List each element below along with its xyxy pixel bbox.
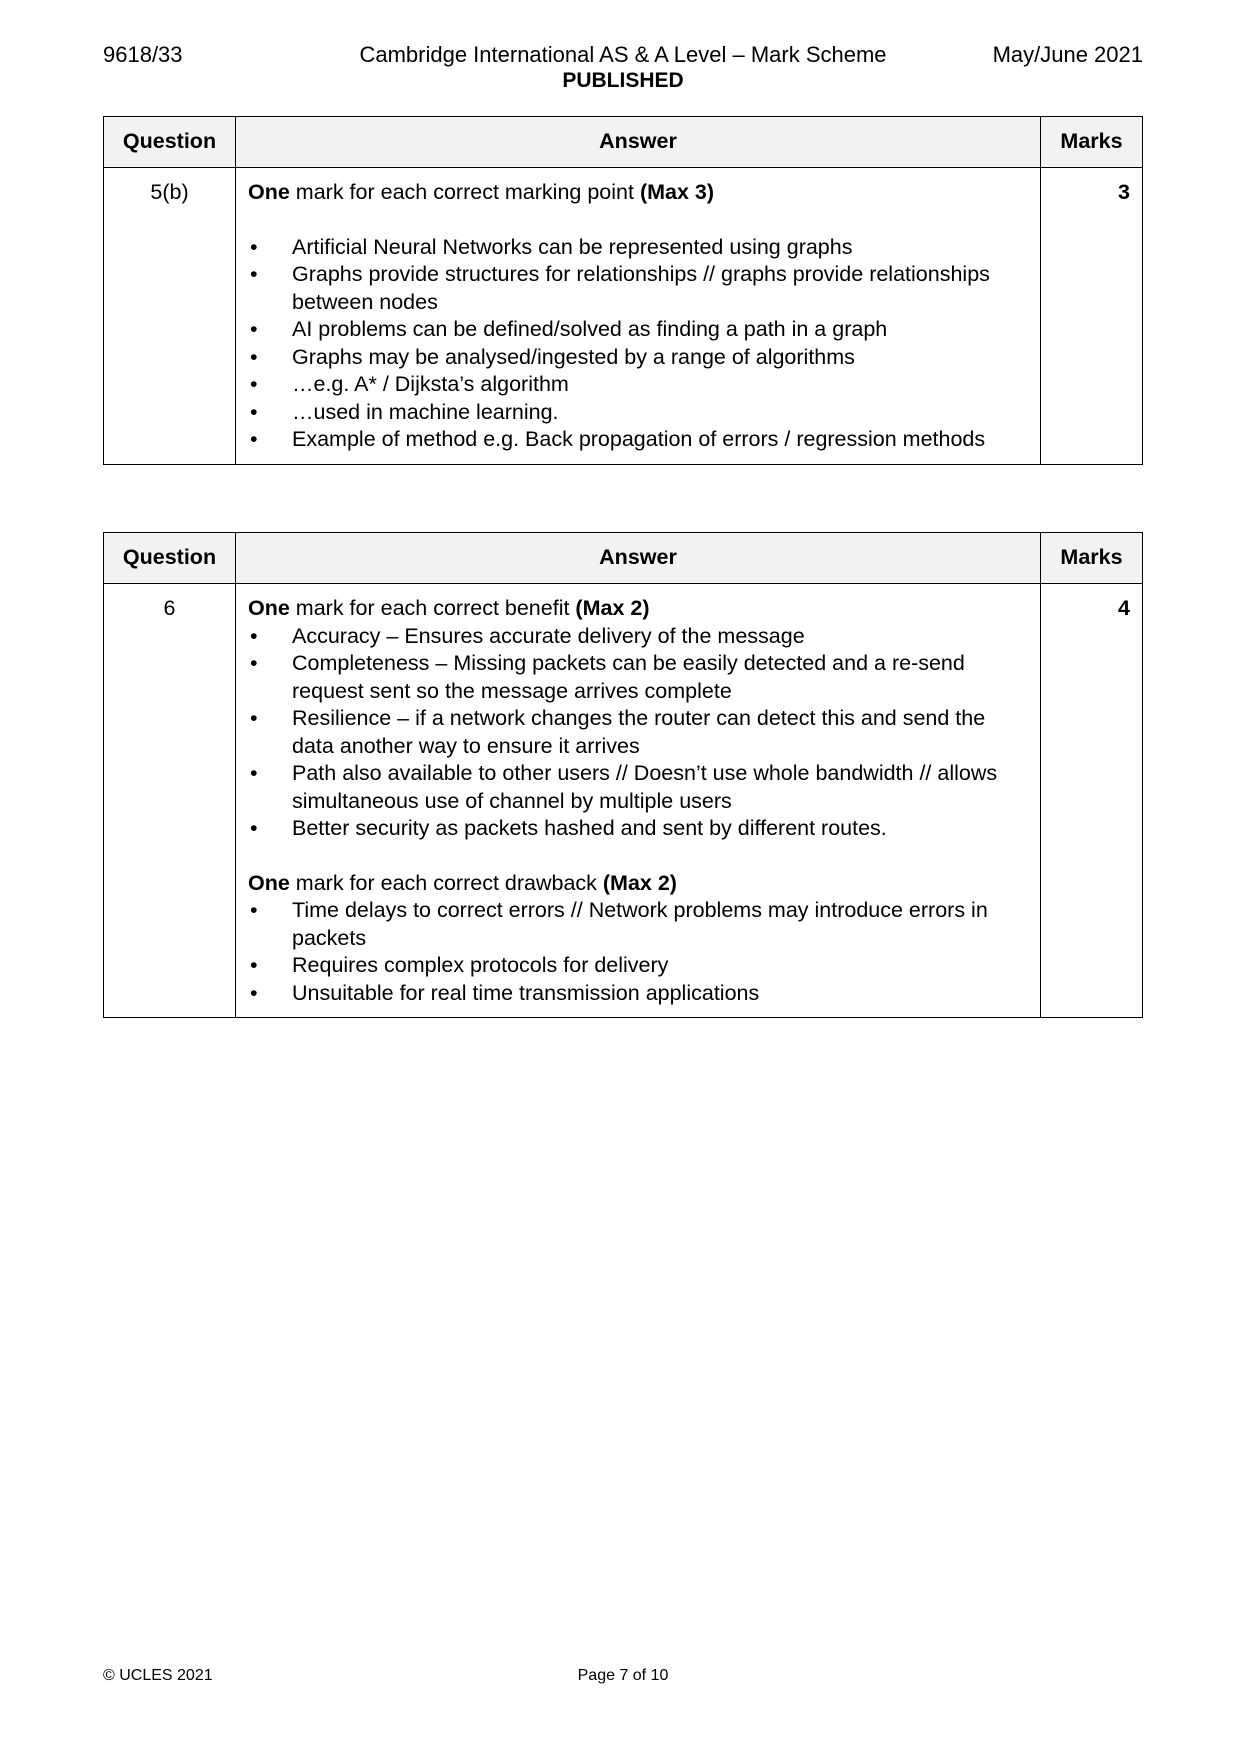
max-marks-note: (Max 2): [602, 870, 677, 895]
emphasis-one: One: [248, 870, 290, 895]
question-column-header: Question: [104, 117, 236, 168]
list-item: • Better security as packets hashed and sent by different routes.: [248, 815, 1028, 843]
answer-cell: [236, 168, 1041, 465]
mark-scheme-table-6: [103, 532, 1143, 1018]
list-item: • AI problems can be defined/solved as finding a path in a graph: [248, 316, 1028, 344]
question-number: 6: [104, 584, 236, 1018]
max-marks-note: (Max 3): [639, 180, 715, 204]
list-item: • Graphs may be analysed/ingested by a range of algorithms: [248, 344, 1028, 372]
answer-column-header: Answer: [236, 117, 1041, 168]
list-item: • Accuracy – Ensures accurate delivery of the message: [248, 623, 1028, 651]
instruction-text: mark for each correct benefit: [289, 596, 576, 620]
marks-column-header: Marks: [1041, 117, 1143, 168]
marking-points-list: [248, 234, 1028, 454]
answer-cell: [236, 584, 1041, 1018]
list-item: • Graphs provide structures for relationships // graphs provide relationships between nodes: [248, 261, 1028, 316]
list-item: • Resilience – if a network changes the router can detect this and send the data another way to ensure it arrives: [248, 705, 1028, 760]
list-item: • Completeness – Missing packets can be easily detected and a re-send request sent so the message arrives complete: [248, 650, 1028, 705]
page-number: Page 7 of 10: [577, 1667, 669, 1684]
page-header: [103, 42, 1143, 102]
mark-scheme-table-5b: [103, 116, 1143, 465]
drawback-instruction: [248, 870, 1028, 898]
copyright-notice: © UCLES 2021: [103, 1667, 213, 1684]
list-item: • …e.g. A* / Dijksta’s algorithm: [248, 371, 1028, 399]
marking-instruction: [248, 179, 1028, 207]
syllabus-code: 9618/33: [103, 42, 183, 67]
published-label: PUBLISHED: [562, 69, 684, 92]
instruction-text: mark for each correct marking point: [289, 180, 640, 204]
marks-column-header: Marks: [1041, 533, 1143, 584]
list-item: • Example of method e.g. Back propagation of errors / regression methods: [248, 426, 1028, 454]
exam-session: May/June 2021: [992, 42, 1143, 67]
drawbacks-list: [248, 897, 1028, 1007]
table-header-row: [104, 117, 1143, 168]
marks-value: 3: [1041, 168, 1143, 465]
benefits-list: [248, 623, 1028, 843]
list-item: • Time delays to correct errors // Network problems may introduce errors in packets: [248, 897, 1028, 952]
list-item: • Requires complex protocols for delivery: [248, 952, 1028, 980]
document-title: Cambridge International AS & A Level – Mark Scheme: [359, 42, 887, 67]
max-marks-note: (Max 2): [575, 596, 650, 620]
table-row: [104, 168, 1143, 465]
question-number: 5(b): [104, 168, 236, 465]
list-item: • Artificial Neural Networks can be represented using graphs: [248, 234, 1028, 262]
question-column-header: Question: [104, 533, 236, 584]
instruction-text: mark for each correct drawback: [289, 870, 603, 895]
list-item: • Path also available to other users // Doesn’t use whole bandwidth // allows simultaneous use of channel by multiple users: [248, 760, 1028, 815]
table-row: [104, 584, 1143, 1018]
benefit-instruction: [248, 595, 1028, 623]
emphasis-one: One: [248, 596, 290, 620]
table-header-row: [104, 533, 1143, 584]
list-item: • Unsuitable for real time transmission applications: [248, 980, 1028, 1008]
list-item: • …used in machine learning.: [248, 399, 1028, 427]
answer-column-header: Answer: [236, 533, 1041, 584]
marks-value: 4: [1041, 584, 1143, 1018]
emphasis-one: One: [248, 180, 290, 204]
